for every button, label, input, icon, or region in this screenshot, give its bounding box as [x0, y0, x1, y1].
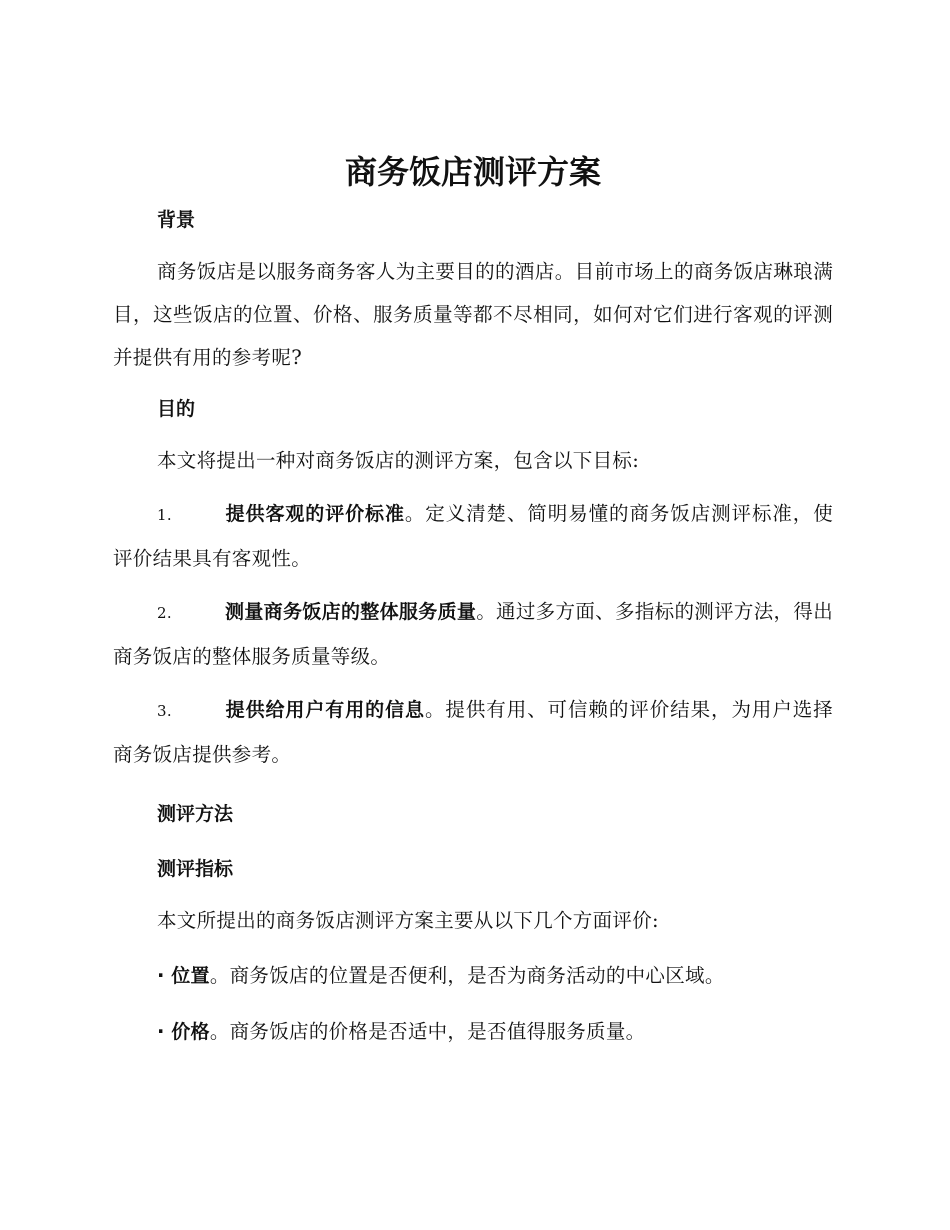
bullet-icon: · [157, 964, 165, 987]
paragraph-background: 商务饭店是以服务商务客人为主要目的的酒店。目前市场上的商务饭店琳琅满目，这些饭店的位置、价格、服务质量等都不尽相同，如何对它们进行客观的评测并提供有用的参考呢? [113, 260, 833, 369]
goal-number: 2. [157, 604, 172, 622]
goal-item-2 [113, 590, 833, 678]
goal-text: 。提供有用、可信赖的评价结果，为用户选择商务饭店提供参考。 [113, 698, 833, 766]
goal-number: 3. [157, 702, 172, 720]
indicator-item-2 [113, 1010, 833, 1054]
goal-number: 1. [157, 506, 172, 524]
heading-method: 测评方法 [157, 803, 234, 825]
goal-item-1 [113, 492, 833, 580]
paragraph-indicators: 本文所提出的商务饭店测评方案主要从以下几个方面评价: [157, 909, 659, 932]
goal-item-3 [113, 688, 833, 776]
goal-title: 提供给用户有用的信息 [225, 699, 425, 721]
goal-title: 提供客观的评价标准 [225, 503, 405, 525]
indicator-title: 位置 [171, 965, 210, 987]
document-content [113, 150, 833, 1054]
heading-purpose: 目的 [157, 398, 196, 420]
indicator-text: 。商务饭店的价格是否适中，是否值得服务质量。 [209, 1020, 646, 1043]
indicator-text: 。商务饭店的位置是否便利，是否为商务活动的中心区域。 [209, 964, 725, 987]
indicator-item-1 [113, 954, 833, 998]
goal-text: 。通过多方面、多指标的测评方法，得出商务饭店的整体服务质量等级。 [113, 600, 833, 668]
bullet-icon: · [157, 1020, 165, 1043]
heading-background: 背景 [157, 209, 196, 231]
goal-text: 。定义清楚、简明易懂的商务饭店测评标准，使评价结果具有客观性。 [113, 502, 833, 570]
document-title: 商务饭店测评方案 [344, 153, 601, 191]
goal-title: 测量商务饭店的整体服务质量 [225, 601, 477, 623]
indicator-title: 价格 [171, 1021, 210, 1043]
heading-indicators: 测评指标 [157, 858, 234, 880]
paragraph-purpose: 本文将提出一种对商务饭店的测评方案，包含以下目标: [157, 449, 640, 472]
